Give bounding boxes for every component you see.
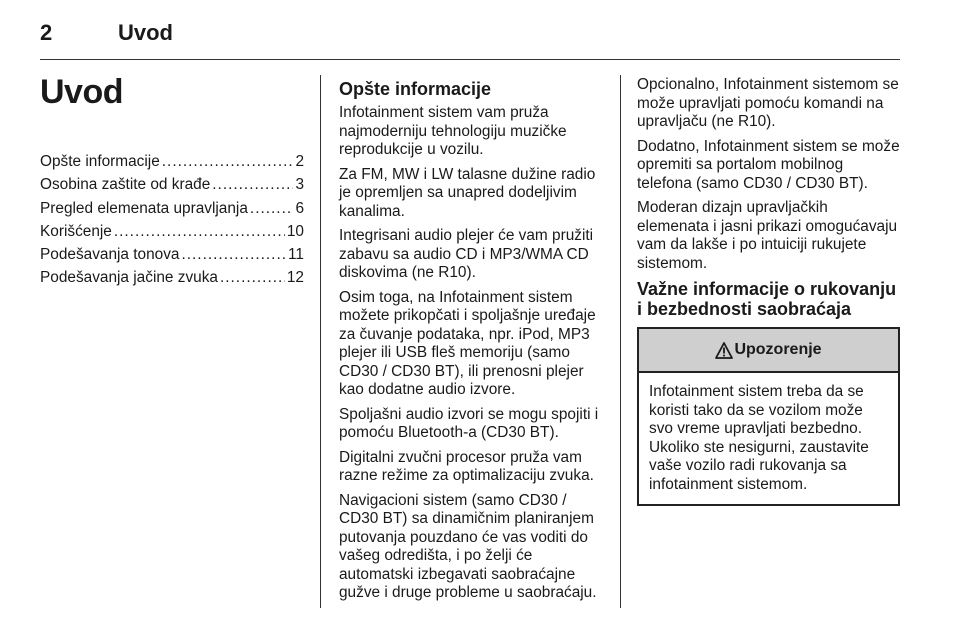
right-column (637, 76, 901, 506)
toc-entry-page: 10 (286, 222, 304, 240)
toc-entry-page: 3 (295, 176, 304, 194)
safety-heading (637, 279, 901, 319)
warning-triangle-icon (715, 342, 733, 359)
toc-entry-label: Podešavanja tonova (40, 246, 180, 264)
warning-header (639, 329, 898, 373)
paragraph: Osim toga, na Infotainment sistem možete prikopčati i spoljašnje uređaje za čuvanje podataka, npr. iPod, MP3 plejer ili USB fleš memoriju (samo CD30 / CD30 BT), ili prenosni plejer kao dodatne audio izvore. (339, 288, 596, 398)
paragraph: Navigacioni sistem (samo CD30 / CD30 BT) sa dinamičnim planiranjem putovanja pouzdano će vas voditi do vašeg odredišta, i po želji će automatski izbegavati saobraćajne gužve i druge probleme u saobraćaju. (339, 491, 597, 601)
paragraph: Za FM, MW i LW talasne dužine radio je opremljen sa unapred dodeljivim kanalima. (339, 165, 596, 220)
warning-title: Upozorenje (734, 341, 822, 358)
column-divider-left (320, 75, 321, 608)
toc-entry-label: Opšte informacije (40, 153, 160, 170)
safety-heading-line-2: i bezbednosti saobraćaja (637, 299, 852, 319)
toc-entry-label: Korišćenje (40, 222, 112, 240)
toc-entry[interactable] (40, 220, 304, 243)
toc-leader (220, 266, 285, 289)
header-rule (40, 59, 900, 60)
toc-entry[interactable] (40, 243, 304, 266)
general-info-heading: Opšte informacije (339, 79, 492, 99)
toc-leader (162, 150, 294, 173)
toc-leader (212, 173, 293, 196)
toc-entry-page: 12 (286, 269, 304, 287)
page-header (40, 20, 900, 60)
table-of-contents (40, 150, 304, 290)
paragraph: Spoljašni audio izvori se mogu spojiti i pomoću Bluetooth-a (CD30 BT). (339, 405, 599, 441)
toc-leader (181, 243, 286, 266)
chapter-title: Uvod (40, 73, 123, 111)
general-info-column (339, 79, 604, 609)
warning-box (637, 327, 900, 506)
toc-leader (114, 220, 285, 243)
toc-entry[interactable] (40, 266, 304, 289)
chapter-column (40, 72, 304, 290)
toc-leader (250, 197, 294, 220)
toc-entry-label: Pregled elemenata upravljanja (40, 199, 248, 217)
toc-entry-page: 11 (288, 246, 304, 264)
paragraph: Infotainment sistem vam pruža najmoderniju tehnologiju muzičke reprodukcije u vozilu. (339, 104, 567, 158)
toc-entry-label: Osobina zaštite od krađe (40, 176, 211, 194)
page-number: 2 (40, 20, 53, 45)
column-divider-right (620, 75, 621, 608)
toc-entry-page: 2 (295, 153, 304, 170)
paragraph: Moderan dizajn upravljačkih elemenata i jasni prikazi omogućavaju vam da lakše i po intuiciji rukujete sistemom. (637, 199, 898, 272)
paragraph: Dodatno, Infotainment sistem se može opremiti sa portalom mobilnog telefona (samo CD30 / CD30 BT). (637, 137, 900, 192)
toc-entry[interactable] (40, 173, 304, 196)
toc-entry-page: 6 (295, 199, 304, 217)
paragraph: Integrisani audio plejer će vam pružiti zabavu sa audio CD i MP3/WMA CD diskovima (ne R10). (339, 227, 594, 281)
warning-text: Infotainment sistem treba da se koristi tako da se vozilom može svo vreme upravljati bezbedno. Ukoliko ste nesigurni, zaustavite vaše vozilo radi rukovanja sa infotainment sistemom. (649, 383, 869, 493)
toc-entry[interactable] (40, 150, 304, 173)
running-section-title: Uvod (118, 20, 173, 45)
toc-entry[interactable] (40, 197, 304, 220)
safety-heading-line-1: Važne informacije o rukovanju (637, 279, 897, 299)
toc-entry-label: Podešavanja jačine zvuka (40, 269, 218, 287)
paragraph: Digitalni zvučni procesor pruža vam razne režime za optimalizaciju zvuka. (339, 448, 594, 484)
paragraph: Opcionalno, Infotainment sistemom se može upravljati pomoću komandi na upravljaču (ne R10). (637, 76, 899, 130)
